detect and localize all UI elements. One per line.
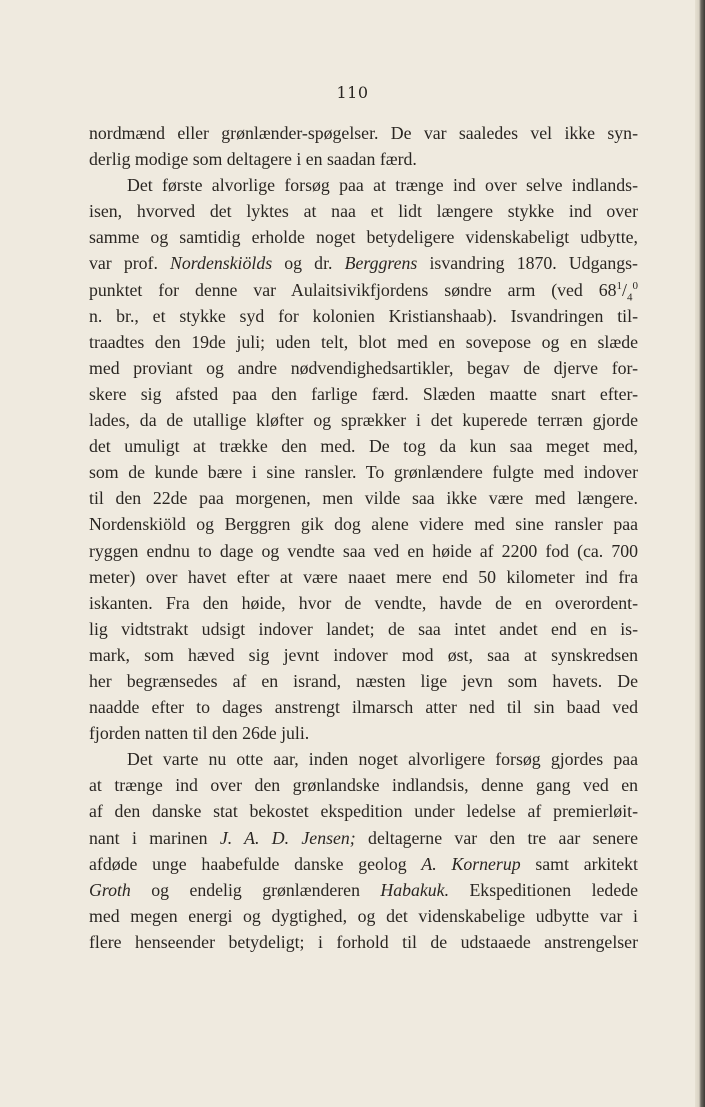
italic-text: J. A. D. Jensen; (219, 827, 356, 848)
text-line (89, 877, 638, 903)
italic-text: Groth (89, 879, 131, 900)
text-segment: 0 (632, 279, 638, 292)
text-segment: fjorden natten til den 26de juli. (89, 723, 310, 744)
text-segment: og dr. (272, 253, 345, 274)
text-segment: samt arkitekt (520, 853, 638, 874)
text-line (89, 798, 638, 824)
text-segment: iskanten. Fra den høide, hvor de vendte, havde de en overordent- (89, 592, 638, 613)
text-segment: ryggen endnu to dage og vendte saa ved en høide af 2200 fod (ca. 700 (89, 540, 638, 561)
text-line (89, 538, 638, 564)
italic-text: Habakuk. (380, 879, 450, 900)
italic-text: Berggrens (344, 253, 418, 274)
text-line (89, 564, 638, 590)
text-segment: Det varte nu otte aar, inden noget alvorligere forsøg gjordes paa (127, 749, 638, 770)
text-segment: n. br., et stykke syd for kolonien Kristianshaab). Isvandringen til- (89, 305, 638, 326)
text-segment: meter) over havet efter at være naaet mere end 50 kilometer ind fra (89, 566, 638, 587)
text-segment: som de kunde bære i sine ransler. To grønlændere fulgte med indover (89, 462, 638, 483)
text-segment: punktet for denne var Aulaitsivikfjordens søndre arm (ved 68 (89, 279, 617, 300)
text-segment: nordmænd eller grønlænder-spøgelser. De var saaledes vel ikke syn- (89, 123, 638, 143)
text-line (89, 381, 638, 407)
text-segment: 4 (627, 291, 633, 304)
text-line (89, 277, 638, 303)
text-segment: isvandring 1870. Udgangs- (417, 253, 638, 274)
text-segment: med proviant og andre nødvendighedsartikler, begav de djerve for- (89, 357, 638, 378)
text-line (89, 590, 638, 616)
text-line (89, 746, 638, 772)
text-line (89, 616, 638, 642)
text-line (89, 694, 638, 720)
italic-text: Nordenskiölds (170, 253, 273, 274)
text-line (89, 511, 638, 537)
text-segment: 1 (616, 279, 623, 292)
text-segment: at trænge ind over den grønlandske indlandsis, denne gang ved en (89, 775, 638, 796)
text-segment: Nordenskiöld og Berggren gik dog alene videre med sine ransler paa (89, 514, 638, 535)
text-segment: Ekspeditionen ledede (449, 879, 638, 900)
text-line (89, 772, 638, 798)
text-line (89, 459, 638, 485)
text-line (89, 355, 638, 381)
text-segment: af den danske stat bekostet ekspedition under ledelse af premierløit- (89, 801, 638, 822)
text-line (89, 668, 638, 694)
text-segment: traadtes den 19de juli; uden telt, blot med en sovepose og en slæde (89, 331, 638, 352)
text-segment: det umuligt at trække den med. De tog da kun saa meget med, (89, 436, 638, 457)
text-line (89, 329, 638, 355)
text-segment: nant i marinen (89, 827, 220, 848)
text-line (89, 250, 638, 276)
page-edge (695, 0, 705, 1107)
text-line (89, 407, 638, 433)
text-segment: lades, da de utallige kløfter og sprækker i det kuperede terræn gjorde (89, 410, 638, 431)
text-line (89, 720, 638, 746)
text-segment: med megen energi og dygtighed, og det videnskabelige udbytte var i (89, 905, 638, 926)
page-number: 110 (336, 83, 369, 102)
text-segment: mark, som hæved sig jevnt indover mod øst, saa at synskredsen (89, 644, 638, 665)
text-segment: Det første alvorlige forsøg paa at trænge ind over selve indlands- (127, 175, 638, 196)
text-segment: deltagerne var den tre aar senere (355, 827, 638, 848)
text-line (89, 642, 638, 668)
text-segment: her begrænsedes af en isrand, næsten lige jevn som havets. De (89, 670, 638, 691)
text-line (89, 303, 638, 329)
text-segment: lig vidtstrakt udsigt indover landet; de saa intet andet end en is- (89, 618, 638, 639)
text-line (89, 146, 638, 172)
text-line (89, 198, 638, 224)
italic-text: A. Kornerup (421, 853, 521, 874)
text-line (89, 120, 638, 146)
text-line (89, 485, 638, 511)
text-segment: afdøde unge haabefulde danske geolog (89, 853, 422, 874)
body-text (89, 120, 638, 955)
text-segment: derlig modige som deltagere i en saadan færd. (89, 149, 417, 170)
text-line (89, 172, 638, 198)
text-segment: isen, hvorved det lyktes at naa et lidt længere stykke ind over (89, 201, 638, 222)
text-segment: samme og samtidig erholde noget betydeligere videnskabeligt udbytte, (89, 227, 638, 248)
text-segment: var prof. (89, 253, 171, 274)
text-segment: / (622, 279, 627, 300)
text-segment: og endelig grønlænderen (130, 879, 381, 900)
text-segment: flere henseender betydeligt; i forhold til de udstaaede anstrengelser (89, 931, 638, 952)
text-segment: skere sig afsted paa den farlige færd. Slæden maatte snart efter- (89, 383, 638, 404)
text-line (89, 224, 638, 250)
text-segment: naadde efter to dages anstrengt ilmarsch atter ned til sin baad ved (89, 697, 638, 718)
text-line (89, 903, 638, 929)
text-line (89, 929, 638, 955)
text-line (89, 825, 638, 851)
text-line (89, 851, 638, 877)
text-line (89, 433, 638, 459)
text-segment: til den 22de paa morgenen, men vilde saa ikke være med længere. (89, 488, 638, 509)
